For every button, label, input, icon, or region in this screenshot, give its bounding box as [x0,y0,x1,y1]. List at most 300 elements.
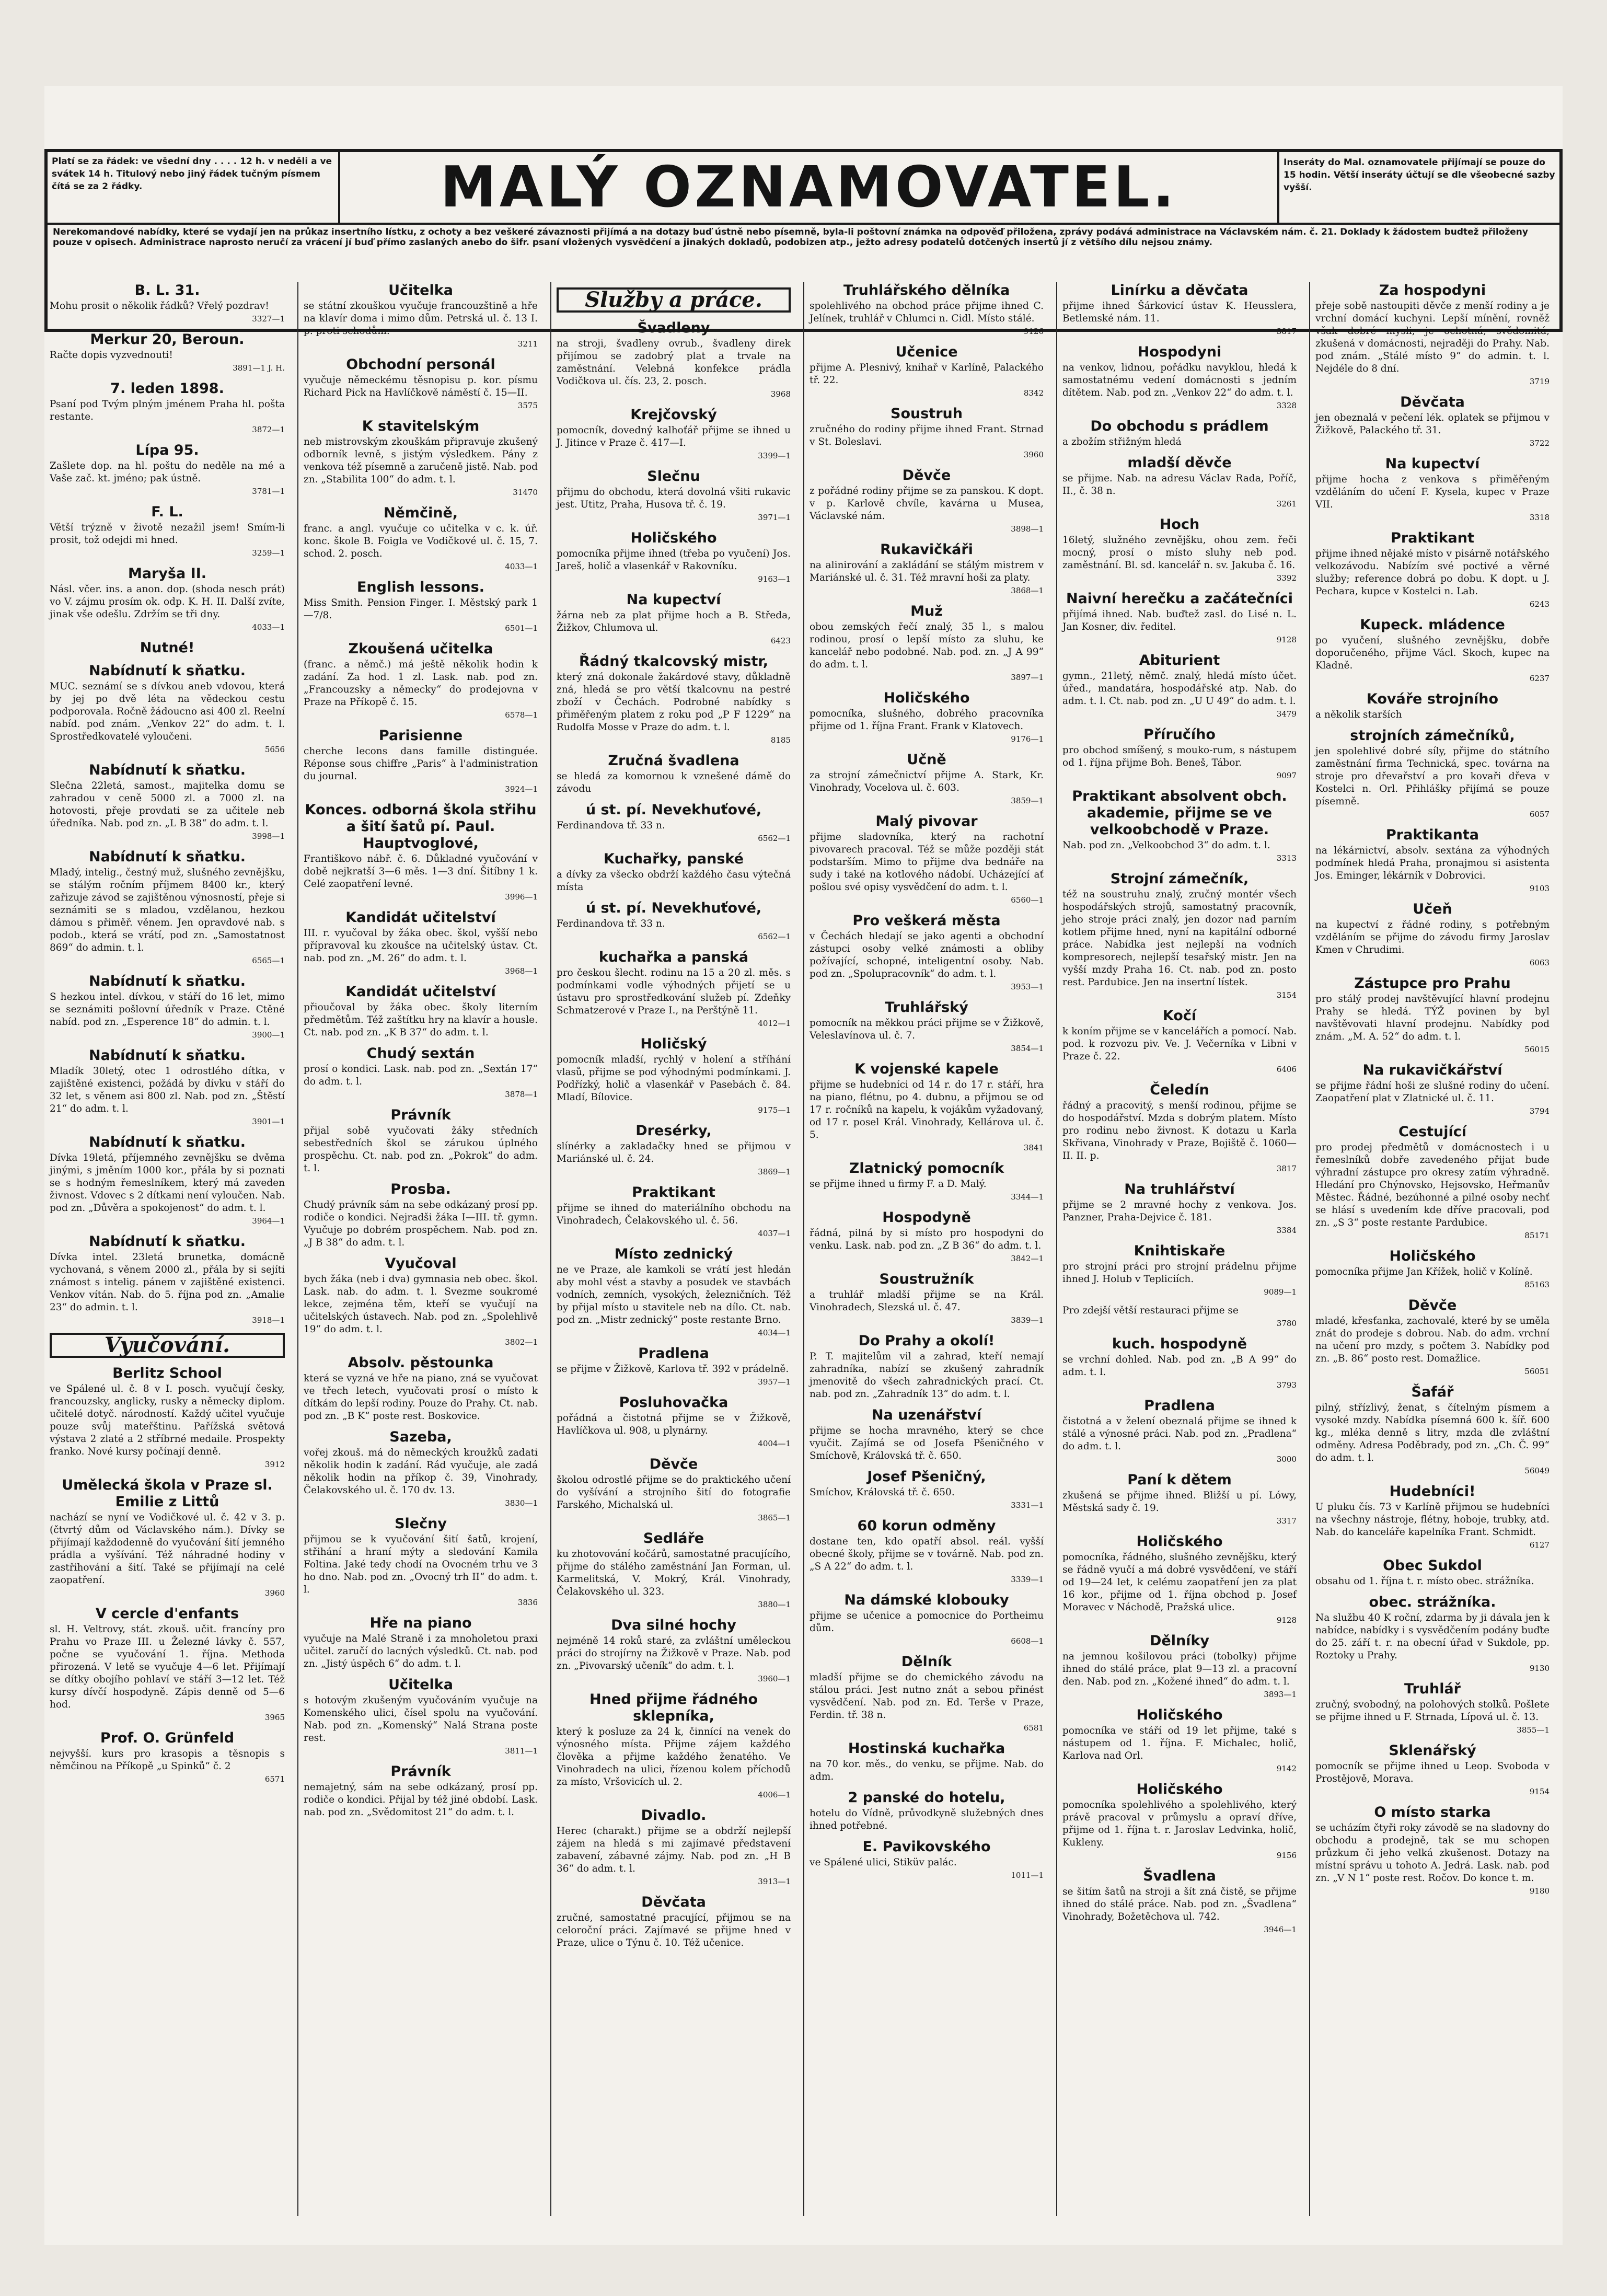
ad-body: přijme ihned nějaké místo v pisárně notářského velkozávodu. Nabízím své poctivé a věrné služby; reference dobrá po dobu. K dopt. u J. Pechara, kupce v Kostelci n. Lab. [1315,548,1550,597]
ad-body: zručný, svobodný, na polohových stolků. Pošlete se přijme ihned u F. Strnada, Lípová ul. č. 13. [1315,1699,1550,1723]
ad-reference-number: 3957—1 [758,1377,791,1387]
ad-heading: Děvčata [1400,394,1465,410]
ad-body: a truhlář mladší přijme se na Král. Vinohradech, Slezská ul. č. 47. [810,1289,1044,1313]
ad-heading: Sazeba, [389,1429,452,1445]
ad-heading: 7. leden 1898. [110,380,224,397]
ad-body: bych žáka (neb i dva) gymnasia neb obec. škol. Lask. nab. do adm. t. l. Svezme soukromé lekce, zejména těm, kteří se vyučují na učitelských ústavech. Nab. pod zn. „Spolehlivě 19“ do adm. t. l. [304,1274,538,1335]
ad-body: pomocník se přijme ihned u Leop. Svoboda v Prostějově, Morava. [1315,1761,1550,1784]
ad-reference-number: 3854—1 [1011,1044,1044,1053]
ad-reference-number: 9154 [1529,1787,1550,1796]
ad-body: pomocníka, slušného, dobrého pracovníka přijme od 1. října Frant. Frank v Klatovech. [810,708,1044,732]
ad-reference-number: 3317 [1276,1516,1297,1526]
ad-heading: Cestující [1398,1124,1467,1140]
ad-heading: Praktikant absolvent obch. akademie, přijme se ve velkoobchodě v Praze. [1072,788,1287,838]
classified-ad [1062,516,1297,584]
ad-heading: Pradlena [638,1345,709,1362]
classified-ad [1315,901,1550,969]
ad-body: se přijme. Nab. na adresu Václav Rada, Poříč, II., č. 38 n. [1062,473,1297,497]
ad-heading: Dresérky, [635,1123,712,1139]
ad-body: přijal sobě vyučovati žáky středních sebestředních škol se zárukou úplného prospěchu. Ct. nab. pod zn. „Pokrok“ do adm. t. l. [304,1125,538,1174]
ad-heading: B. L. 31. [134,282,200,298]
ad-heading: Holičského [1136,1781,1223,1797]
ad-body: MUC. seznámí se s dívkou aneb vdovou, která by jej po dvě léta na vědeckou cestu podporovala. Ročně žádoucno asi 400 zl. Reelní nabíd. pod znám. „Venkov 22“ do adm. t. l. Sprostředkovatelé vyloučeni. [50,681,285,742]
classified-ad [1062,788,1297,864]
classified-ad [557,1617,791,1685]
ad-body: Slečna 22letá, samost., majitelka domu se zahradou v ceně 5000 zl. a 7000 zl. na hotovosti, přeje provdati se za učitele neb úředníka. Nab. pod zn. „L B 38“ do adm. t. l. [50,780,285,829]
classified-ad [50,1233,285,1326]
ad-reference-number: 9089—1 [1264,1287,1297,1297]
classified-ad [1315,1483,1550,1551]
classified-ad [557,653,791,746]
ad-body: Herec (charakt.) přijme se a obdrží nejlepší zájem na hledá s mi zajímavé představení zabavení, zábavné zájmy. Nab. pod zn. „H B 36“ do adm. t. l. [557,1826,791,1874]
ad-reference-number: 6423 [770,636,791,645]
ad-body: pomocníka ve stáří od 19 let přijme, také s nástupem od 1. října. F. Michalec, holič, Karlova nad Orl. [1062,1725,1297,1761]
classified-ad [557,407,791,462]
classified-ad [557,1894,791,1949]
classified-ad [1062,1781,1297,1862]
classified-ad [1062,418,1297,448]
ad-heading: F. L. [151,504,183,520]
ad-reference-number: 3960 [264,1588,285,1598]
ad-heading: Do obchodu s prádlem [1090,418,1269,434]
ad-reference-number: 6057 [1529,810,1550,819]
ad-body: ku zhotovování kočárů, samostatné pracujícího, přijme do stálého zaměstnání Jan Forman, ul. Karmelitská, V. Mokrý, Král. Vinohrady, Čelakovského ul. 323. [557,1549,791,1597]
classified-ad [557,1807,791,1888]
classified-ad [304,1045,538,1101]
ad-heading: Krejčovský [630,407,717,423]
ad-reference-number: 9130 [1529,1664,1550,1673]
ad-body: jen spolehlivé dobré síly, přijme do státního zaměstnání firma Technická, spec. továrna na stroje pro dřevařství a pro kovaři dřeva v Kostelci n. Orl. Přihlášky přijímá se pouze písemně. [1315,746,1550,807]
ad-body: z pořádné rodiny přijme se za panskou. K dopt. v p. Karlově chvíle, kavárna u Musea, Václavské nám. [810,486,1044,522]
ad-body: v Čechách hledají se jako agenti a obchodní zástupci osoby velké známosti a obliby požívající, schopné, inteligentní osoby. Nab. pod zn. „Spolupracovník“ do adm. t. l. [810,931,1044,979]
classified-ad [810,1271,1044,1326]
ad-body: se státní zkouškou vyučuje francouzštině a hře na klavír doma i mimo dům. Petrská ul. č. 13 I. p. proti schodům. [304,301,538,337]
deadline-box: Inseráty do Mal. oznamovatele přijímají se pouze do 15 hodin. Větší inseráty účtují se dle všeobecné sazby vyšší. [1277,152,1559,223]
ad-reference-number: 3996—1 [505,892,538,902]
ad-body: přijmou se k vyučování šití šatů, krojení, střihání a hraní mýty a sledování Kamila Foltina. Jaké tedy chodí na Ovocném trhu ve 3 ho dno. Nab. pod zn. „Ovocný trh II“ do adm. t. l. [304,1534,538,1595]
classified-ad [1062,455,1297,510]
ad-heading: Holičského [1389,1248,1476,1264]
ad-reference-number: 6237 [1529,674,1550,683]
classified-ad [1062,1243,1297,1298]
ad-reference-number: 3960—1 [758,1674,791,1683]
ad-heading: Abiturient [1139,652,1220,668]
ad-heading: Nabídnutí k sňatku. [89,1047,246,1064]
ad-body: na alinirování a zakládání se stálým mistrem v Mariánské ul. č. 31. Též mravní hoši za platy. [810,560,1044,583]
ad-reference-number: 3794 [1529,1106,1550,1116]
ad-heading: Kuchařky, panské [604,851,744,867]
ad-heading: Švadlena [1143,1868,1216,1884]
ad-body: nemajetný, sám na sebe odkázaný, prosí pp. rodiče o kondici. Přijal by též jiné období. Lask. nab. pod zn. „Svědomitost 21“ do adm. t. l. [304,1782,538,1818]
classified-ad [557,1456,791,1524]
ad-reference-number: 9176—1 [1011,734,1044,744]
ad-heading: Kandidát učitelství [345,909,496,926]
ad-reference-number: 3946—1 [1264,1925,1297,1934]
classified-ad [1062,1181,1297,1237]
ad-heading: Posluhovačka [619,1394,729,1411]
classified-ad [304,1516,538,1609]
classified-ad [50,1134,285,1227]
ad-heading: Josef Pšeničný, [867,1469,986,1485]
ad-body: nejméně 14 roků staré, za zvláštní uměleckou práci do strojírny na Žižkově v Praze. Nab. pod zn. „Pivovarský učeník“ do adm. t. l. [557,1635,791,1671]
ad-body: na venkov, lidnou, pořádku navyklou, hledá k samostatnému vedení domácnosti s jedním dítětem. Nab. pod zn. „Venkov 22“ do adm. t. l. [1062,362,1297,398]
ad-heading: Chudý sextán [366,1045,475,1062]
ad-heading: Za hospodyni [1379,282,1486,298]
ad-body: spolehlivého na obchod práce přijme ihned C. Jelínek, truhlář v Chlumci n. Cidl. Místo stálé. [810,301,1044,324]
ad-heading: Nabídnutí k sňatku. [89,1134,246,1150]
administration-notice: Nerekomandové nabídky, které se vydají jen na průkaz insertního lístku, z ochoty a bez veškeré závaznosti přijímá a na dotazy buď ústně nebo písemně, byla-li poštovní známka na odpověď přiložena, zprávy podává administrace na Václavském nám. č. 21. Doklady k žádostem budtež přiloženy pouze v opisech. Administrace naprosto neručí za vrácení jí buď přímo zaslaných anebo do šifr. psaní vložených vysvědčení a jinakých dokladů, podobizen atp., ježto adresy podatelů dotčených insertů jí z většího dílu nejsou známy. [48,223,1559,254]
classified-ad [50,380,285,436]
ad-reference-number: 3968—1 [505,966,538,976]
classified-ad [810,603,1044,684]
ad-reference-number: 85171 [1524,1231,1550,1240]
classified-ad [1315,1062,1550,1117]
ad-body: se šitím šatů na stroji a šít zná čistě, se přijme ihned do stálé práce. Nab. pod zn. „Švadlena“ Vinohrady, Božetěchova ul. 742. [1062,1886,1297,1922]
ad-body: přijme se hocha mravného, který se chce vyučit. Zajímá se od Josefa Pšeničného v Smíchově, Královská tř. č. 650. [810,1425,1044,1461]
classified-ad [1062,871,1297,1001]
ad-heading: kuch. hospodyně [1112,1336,1247,1352]
ad-heading: Sklenářský [1389,1743,1476,1759]
classified-ad [304,1615,538,1670]
classified-ad [810,813,1044,906]
ad-body: přijme se ihned do materiálního obchodu na Vinohradech, Čelakovského ul. č. 56. [557,1203,791,1226]
ad-reference-number: 3965 [264,1713,285,1722]
classified-ad [1062,1868,1297,1936]
ad-heading: Kupeck. mládence [1360,617,1505,633]
classified-ad [1062,1336,1297,1391]
ad-body: přioučoval by žáka obec. školy literním předmětům. Též zaštítku hry na klavír a housle. Ct. nab. pod zn. „K B 37“ do adm. t. l. [304,1002,538,1038]
classified-ad [304,1355,538,1423]
ad-reference-number: 3817 [1276,1164,1297,1173]
classified-ad [810,1790,1044,1832]
ad-reference-number: 3869—1 [758,1167,791,1176]
ad-reference-number: 3339—1 [1011,1575,1044,1584]
classified-ad [1315,1297,1550,1378]
classified-ad [1315,1743,1550,1798]
ad-reference-number: 3802—1 [505,1337,538,1347]
classified-ad [304,1255,538,1348]
ad-heading: Dělník [901,1654,952,1670]
classified-ad [810,1160,1044,1203]
ad-body: hotelu do Vídně, průvodkyně služebných dnes ihned potřebné. [810,1808,1044,1831]
ad-heading: Prosba. [390,1181,451,1197]
ad-body: obou zemských řečí znalý, 35 l., s malou rodinou, prosí o lepší místo za sluhu, ke kancelář nebo podobné. Nab. pod. zn. „J A 99“ do adm. t. l. [810,621,1044,670]
ad-body: který zná dokonale žakárdové stavy, důkladně zná, hledá se pro větší tkalcovnu na pestré zboží v Čechách. Podrobné nabídky s přiměřeným platem z roku pod „P F 1229“ na Rudolfa Mosse v Praze do adm. t. l. [557,672,791,733]
ad-reference-number: 3384 [1276,1226,1297,1235]
classified-ad [50,1365,285,1471]
ad-heading: Příručího [1143,726,1216,743]
ad-heading: Slečny [395,1516,447,1532]
ad-reference-number: 4033—1 [505,562,538,571]
ad-heading: Holičského [1136,1707,1223,1723]
ad-body: ne ve Praze, ale kamkoli se vrátí jest hledán aby mohl vést a stavby a posudek ve stavbách vodních, zemních, vysokých, železničních. Též by přijal místo u stavitele neb na dílo. Ct. nab. pod zn. „Mistr zednický“ poste restante Brno. [557,1264,791,1325]
ad-heading: Merkur 20, Beroun. [90,331,245,348]
ad-reference-number: 3913—1 [758,1877,791,1886]
ad-heading: Kandidát učitelství [345,984,496,1000]
ad-body: pomocník mladší, rychlý v holení a stříhání vlasů, přijme se pod výhodnými podmínkami. J. Podřízký, holič a vlasenkář v Pasebách č. 84. Mladí, Bílovice. [557,1054,791,1103]
ad-reference-number: 3313 [1276,853,1297,863]
ad-body: neb mistrovským zkouškám připravuje zkušený odborník levně, s jistým výsledkem. Pány z venkova též písemně a zaručeně jistě. Nab. pod zn. „Stabilita 100“ do adm. t. l. [304,436,538,485]
classified-ad [304,1181,538,1249]
ad-heading: Na truhlářství [1124,1181,1235,1197]
ad-reference-number: 4006—1 [758,1790,791,1799]
classified-ad [810,344,1044,399]
classified-ad [50,331,285,374]
ad-reference-number: 3859—1 [1011,796,1044,805]
ad-reference-number: 3971—1 [758,513,791,522]
classified-columns [44,282,1563,2216]
ad-heading: Muž [910,603,943,619]
ad-body: a dívky za všecko obdrží každého času výtečná místa [557,869,791,893]
classified-ad [304,579,538,634]
ad-body: cherche lecons dans famille distinguée. Réponse sous chiffre „Paris“ à l'administration du journal. [304,746,538,782]
ad-reference-number: 8342 [1023,388,1044,398]
ad-reference-number: 3842—1 [1011,1254,1044,1263]
column-4 [803,282,1049,2216]
classified-ad [1315,1594,1550,1675]
ad-heading: Knihtiskaře [1134,1243,1226,1259]
classified-ad [810,406,1044,461]
ad-reference-number: 3855—1 [1517,1725,1550,1735]
ad-heading: Hospodyni [1137,344,1222,360]
ad-reference-number: 5656 [264,745,285,754]
ad-heading: Hoch [1159,516,1200,533]
classified-ad [557,468,791,524]
ad-reference-number: 3924—1 [505,784,538,794]
classified-ad [50,1730,285,1785]
classified-ad [1062,1633,1297,1701]
ad-heading: Konces. odborná škola střihu a šití šatů pí. Paul. Hauptvoglové, [305,802,537,851]
ad-reference-number: 3575 [517,401,538,410]
ad-heading: Učitelka [388,1677,453,1693]
classified-ad [1062,344,1297,412]
ad-reference-number: 3897—1 [1011,673,1044,682]
classified-ad [50,1606,285,1724]
ad-body: prosí o kondici. Lask. nab. pod zn. „Sextán 17“ do adm. t. l. [304,1064,538,1087]
column-2 [297,282,543,2216]
ad-reference-number: 4004—1 [758,1439,791,1448]
classified-ad [810,1407,1044,1462]
ad-reference-number: 1011—1 [1011,1871,1044,1880]
classified-ad [810,1839,1044,1882]
ad-reference-number: 3817 [1276,327,1297,336]
ad-reference-number: 3780 [1276,1319,1297,1328]
ad-body: nejvyšší. kurs pro krasopis a těsnopis s němčinou na Příkopě „u Spinků“ č. 2 [50,1748,285,1772]
ad-reference-number: 3865—1 [758,1513,791,1522]
ad-body: se vrchní dohled. Nab. pod zn. „B A 99“ do adm. t. l. [1062,1354,1297,1378]
ad-reference-number: 3331—1 [1011,1501,1044,1510]
ad-heading: 2 panské do hotelu, [848,1790,1005,1806]
ad-body: přijme se učenice a pomocnice do Portheimu dům. [810,1610,1044,1634]
ad-heading: Nabídnutí k sňatku. [89,1233,246,1250]
ad-reference-number: 3960 [1023,450,1044,459]
classified-ad [50,640,285,656]
ad-reference-number: 9128 [1276,1616,1297,1625]
ad-reference-number: 3998—1 [252,832,285,841]
ad-body: vořej zkouš. má do německých kroužků zadati několik hodin k zadání. Rád vyučuje, ale zadá několik hodin na příkop č. 39, Vinohrady, Čelakovského ul. č. 170 dv. 13. [304,1447,538,1496]
classified-ad [557,1036,791,1116]
classified-ad [1315,1124,1550,1242]
ad-heading: Maryša II. [128,566,207,582]
ad-body: se přijme v Žižkově, Karlova tř. 392 v prádelně. [557,1364,789,1375]
ad-heading: Učně [907,752,946,768]
ad-heading: ú st. pí. Nevekhuťové, [585,802,762,818]
ad-heading: Kováře strojního [1366,691,1499,707]
ad-heading: 60 korun odměny [857,1518,996,1534]
ad-heading: Slečnu [647,468,700,484]
ad-heading: Obec Sukdol [1383,1557,1482,1574]
ad-heading: Divadlo. [641,1807,707,1824]
ad-body: Dívka intel. 23letá brunetka, domácně vychovaná, s věnem 2000 zl., přála by si sejíti známost s intelig. pánem v zajištěné existenci. Venkov vítán. Nab. do 5. října pod zn. „Amalie 23“ do admin. t. l. [50,1252,285,1313]
ad-body: Miss Smith. Pension Finger. I. Městský park 1—7/8. [304,597,538,621]
ad-body: pomocníka přijme Jan Křížek, holič v Kolíně. [1315,1266,1533,1277]
classified-ad [1315,530,1550,610]
ad-heading: Zkoušená učitelka [348,641,493,657]
ad-body: řádná, pilná by si místo pro hospodyni do venku. Lask. nab. pod zn. „Z B 36“ do adm. t. l. [810,1228,1044,1251]
ad-heading: Děvče [902,467,951,483]
classified-ad [557,1184,791,1240]
classified-ad [304,728,538,795]
ad-heading: Učeň [1413,901,1452,917]
ad-reference-number: 3900—1 [252,1030,285,1040]
ad-heading: Učenice [895,344,958,360]
ad-body: čistotná a v želení obeznalá přijme se ihned k stálé a výnosné práci. Nab. pod zn. „Pradlena“ do adm. t. l. [1062,1416,1297,1452]
ad-reference-number: 6243 [1529,599,1550,609]
classified-ad [557,1246,791,1339]
classified-ad [557,949,791,1030]
ad-body: nachází se nyní ve Vodičkové ul. č. 42 v 3. p. (čtvrtý dům od Václavského nám.). Dívky se přijímají každodenně do vyučování šití jemného prádla a vyšívání. Též náhradné hodiny v zastřihování a šití. Také se přijímají na celé zaopatření. [50,1512,285,1586]
ad-reference-number: 3811—1 [505,1746,538,1756]
ad-heading: Truhlář [1404,1681,1461,1697]
ad-reference-number: 3344—1 [1011,1192,1044,1202]
ad-body: na lékárnictví, absolv. sextána za výhodných podmínek hledá Praha, pronajmou si asistenta Jos. Eminger, lékárník v Dobrovici. [1315,845,1550,881]
classified-ad [1062,726,1297,782]
ad-heading: obec. strážníka. [1369,1594,1496,1610]
classified-ad [304,1107,538,1175]
ad-reference-number: 3953—1 [1011,982,1044,991]
classified-ad [810,752,1044,807]
ad-body: 16letý, služného zevnějšku, ohou zem. řeči mocný, prosí o místo sluhy neb pod. zaměstnání. Bl. sd. kancelář n. sv. Jakuba č. 16. [1062,535,1297,571]
ad-body: P. T. majitelům vil a zahrad, kteří nemají zahradníka, nabízí se zkušený zahradník jmenovitě do všech zahradnických prací. Ct. nab. pod zn. „Zahradník 13“ do adm. t. l. [810,1351,1044,1400]
ad-reference-number: 6560—1 [1011,895,1044,905]
ad-body: a zbožím střižným hledá [1062,436,1182,447]
ad-reference-number: 9156 [1276,1851,1297,1860]
classified-ad [810,541,1044,597]
ad-heading: Dělníky [1149,1633,1209,1649]
ad-reference-number: 3878—1 [505,1090,538,1099]
ad-body: Mladík 30letý, otec 1 odrostlého dítka, v zajištěné existenci, požádá by dívku v stáří do 32 let, s věnem asi 800 zl. Nab. pod zn. „Štěstí 21“ do adm. t. l. [50,1066,285,1114]
classified-ad [304,641,538,721]
classified-ad [557,1123,791,1178]
ad-heading: Zručná švadlena [608,753,739,769]
classified-ad [50,282,285,325]
ad-reference-number: 9175—1 [758,1105,791,1115]
classified-ad [557,1530,791,1611]
ad-reference-number: 6562—1 [758,834,791,843]
classified-ad [810,1333,1044,1401]
ad-heading: Němčině, [383,505,458,521]
classified-ad [1315,728,1550,821]
section-heading: Služby a práce. [557,287,791,313]
ad-reference-number: 56051 [1524,1367,1550,1376]
ad-reference-number: 9163—1 [758,574,791,584]
ad-reference-number: 3154 [1276,990,1297,1000]
ad-reference-number: 6501—1 [505,624,538,633]
ad-body: sl. H. Veltrovy, stát. zkouš. učit. francíny pro Prahu vo Praze III. u Železné lávky č. 557, počne se vyučování 1. října. Methoda přirozená. V letě se vyučuje 4—6 let. Přijímají se dítky obojího pohlaví ve stáří 3—12 let. Též kursy dívčí hospodyně. Zápis denně od 5—6 hod. [50,1624,285,1710]
classified-ad [1062,1472,1297,1527]
ad-reference-number: 3259—1 [252,548,285,558]
ad-body: přijímá ihned. Nab. buďtež zasl. do Lisé n. L. Jan Kosner, div. ředitel. [1062,609,1297,632]
ad-body: Zašlete dop. na hl. poštu do neděle na mé a Vaše zač. kt. jméno; pak ústně. [50,460,285,484]
classified-ad [1315,1248,1550,1291]
ad-body: vyučuje na Malé Straně i za mnoholetou praxi učitel. zaručí do lacných výsledků. Ct. nab. pod zn. „Jistý úspěch 6“ do adm. t. l. [304,1633,538,1669]
ad-reference-number: 6063 [1529,958,1550,967]
ad-reference-number: 3830—1 [505,1498,538,1508]
ad-body: přijme se hudebníci od 14 r. do 17 r. stáří, hra na piano, flétnu, po 4. dubnu, a přijmou se od 17 r. ročníků na kapelu, k vojákům vyžadovaný, od 17 r. posel Král. Vinohrady, Kellárova ul. č. 5. [810,1079,1044,1140]
classified-ad [557,1394,791,1450]
classified-ad [50,442,285,498]
classified-ad [810,1518,1044,1586]
ad-body: pomocníka přijme ihned (třeba po vyučení) Jos. Jareš, holič a vlasenkář v Rakovníku. [557,548,791,572]
classified-ad [50,1477,285,1599]
classified-ad [304,282,538,350]
classified-ad [557,753,791,795]
ad-reference-number: 9142 [1276,1764,1297,1773]
classified-ad [1315,1681,1550,1736]
ad-heading: Hned přijme řádného sklepníka, [589,1691,758,1724]
ad-body: pomocníka, řádného, slušného zevnějšku, který se řádně vyučí a má dobré vysvědčení, ve stáří od 19—24 let, k celému zaopatření jen za plat 16 kor., přijme od 1. října obchod p. Josef Moravec v Náchodě, Pražská ulice. [1062,1552,1297,1613]
classified-ad [1315,975,1550,1056]
ad-body: zručné, samostatné pracující, přijmou se na celoroční práci. Zajímavé se přijme hned v Praze, ulice o Týnu č. 10. Též učenice. [557,1912,791,1948]
ad-reference-number: 3918—1 [252,1316,285,1325]
ad-heading: Pradlena [1144,1398,1215,1414]
ad-body: pro strojní práci pro strojní prádelnu přijme ihned J. Holub v Tepliciích. [1062,1261,1297,1285]
ad-body: žárna neb za plat přijme hoch a B. Středa, Žižkov, Chlumova ul. [557,610,791,633]
classified-ad [50,566,285,633]
ad-heading: Naivní herečku a začátečníci [1066,591,1293,607]
ad-heading: Na dámské klobouky [844,1592,1009,1608]
ad-reference-number: 9180 [1529,1886,1550,1896]
ad-heading: Kočí [1162,1008,1197,1024]
ad-heading: Berlitz School [112,1365,222,1381]
classified-ad [557,851,791,894]
ad-body: slínérky a zakladačky hned se přijmou v Mariánské ul. č. 24. [557,1141,791,1164]
ad-body: na jemnou košilovou práci (tobolky) přijme ihned do stálé práce, plat 9—13 zl. a pracovní den. Nab. pod zn. „Kožené ihned“ do adm. t. l. [1062,1651,1297,1687]
ad-body: řádný a pracovitý, s menší rodinou, přijme se do hospodářství. Mzda s dobrým platem. Místo pro rodinu nebo živnost. K dotazu u Karla Skřivana, Vinohrady v Praze, Bojiště č. 1060—II. II. p. [1062,1100,1297,1161]
ad-heading: Do Prahy a okolí! [858,1333,995,1349]
ad-body: pro stálý prodej navštěvující hlavní prodejnu Prahy se hledá. TÝŽ povinen by byl navštěvovati hlavní prodejnu. Nabídky pod znám. „M. A. 52“ do adm. t. l. [1315,994,1550,1042]
classified-ad [304,1763,538,1819]
classified-ad [1062,1082,1297,1175]
classified-ad [1062,1305,1297,1330]
ad-heading: Nabídnutí k sňatku. [89,762,246,778]
classified-ad [810,913,1044,993]
ad-heading: Na rukavičkářství [1362,1062,1502,1078]
ad-heading: Umělecká škola v Praze sl. Emilie z Littů [62,1477,273,1510]
ad-heading: Sedláře [643,1530,704,1547]
classified-ad [304,909,538,977]
classified-ad [1062,1533,1297,1626]
ad-heading: kuchařka a panská [598,949,749,965]
ad-heading: Holičský [640,1036,707,1052]
column-3 [550,282,796,2216]
ad-heading: Řádný tkalcovský mistr, [579,653,769,670]
ad-heading: Vyučoval [385,1255,457,1272]
ad-body: Františkovo nábř. č. 6. Důkladné vyučování v době nejkratší 3—6 měs. 1—3 dní. Šitíbny 1 k. Celé zaopatření levné. [304,853,538,890]
classified-ad [557,900,791,943]
ad-body: po vyučení, slušného zevnějšku, dobře doporučeného, přijme Václ. Skoch, kupec na Kladně. [1315,635,1550,671]
ad-heading: E. Pavikovského [862,1839,991,1855]
